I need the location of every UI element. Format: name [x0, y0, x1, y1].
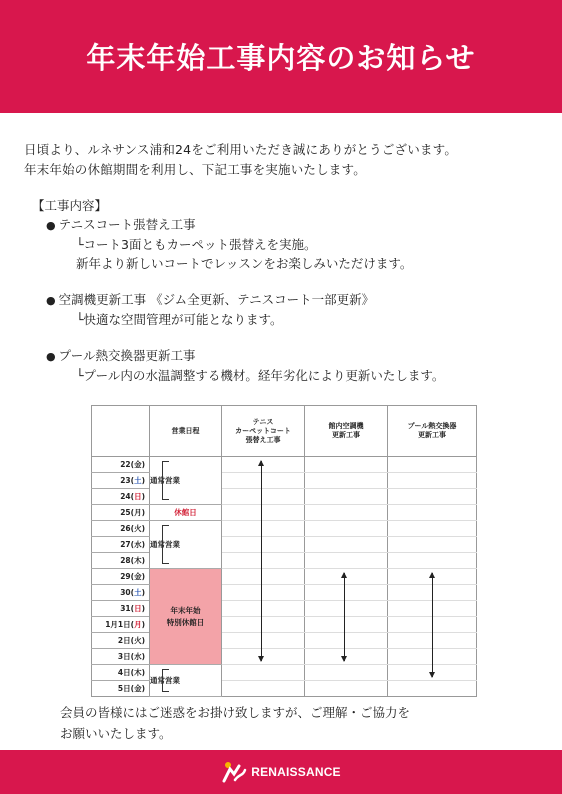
aircon-cell	[305, 681, 388, 697]
pool-cell	[388, 473, 477, 489]
weekday-label: 日	[134, 492, 142, 501]
bullet-icon: ●	[46, 350, 56, 363]
date-cell	[92, 649, 150, 665]
date-number: 30	[120, 588, 131, 597]
intro-line: 日頃より、ルネサンス浦和24をご利用いただき誠にありがとうございます。	[24, 142, 458, 157]
work-item-label: テニスコート張替え工事	[58, 217, 196, 232]
date-number: 3日	[117, 652, 131, 661]
weekday-label: 金	[134, 684, 142, 693]
brand-logo	[221, 760, 341, 784]
tennis-cell	[222, 553, 305, 569]
date-paren: )	[141, 668, 145, 677]
works-heading: 【工事内容】	[32, 198, 108, 213]
status-closed-cell: 休館日	[150, 505, 222, 521]
date-number: 29	[120, 572, 131, 581]
aircon-cell	[305, 617, 388, 633]
special-holiday-label: 年末年始	[170, 605, 201, 615]
pool-cell	[388, 553, 477, 569]
pool-header: プール熱交換器 更新工事	[388, 406, 477, 457]
date-number: 2日	[117, 636, 131, 645]
date-number: 24	[120, 492, 131, 501]
schedule-row	[92, 617, 477, 633]
date-number: 4日	[117, 668, 131, 677]
brand-name: RENAISSANCE	[251, 765, 341, 779]
date-paren: )	[141, 620, 145, 629]
weekday-label: 火	[134, 524, 142, 533]
weekday-label: 木	[134, 556, 142, 565]
date-paren: )	[141, 524, 145, 533]
status-label: 通常営業	[150, 676, 180, 685]
date-paren: (	[130, 604, 135, 613]
date-cell	[92, 553, 150, 569]
renaissance-logo-icon	[221, 760, 247, 784]
pool-cell	[388, 457, 477, 473]
aircon-cell	[305, 553, 388, 569]
aircon-cell	[305, 473, 388, 489]
weekday-label: 木	[134, 668, 142, 677]
work-item-title	[32, 290, 552, 310]
aircon-cell	[305, 585, 388, 601]
date-number: 31	[120, 604, 131, 613]
intro-text	[24, 140, 554, 180]
pool-cell	[388, 537, 477, 553]
tennis-cell	[222, 665, 305, 681]
aircon-cell	[305, 505, 388, 521]
tennis-cell	[222, 473, 305, 489]
status-special-cell	[150, 569, 222, 665]
status-open-cell	[150, 521, 222, 569]
aircon-cell	[305, 601, 388, 617]
tennis-cell	[222, 521, 305, 537]
date-paren: (	[130, 460, 135, 469]
work-item-label: 空調機更新工事 《ジム全更新、テニスコート一部更新》	[58, 292, 375, 307]
date-paren: (	[130, 588, 135, 597]
aircon-work-arrow	[344, 573, 345, 661]
weekday-label: 火	[134, 636, 142, 645]
date-cell	[92, 617, 150, 633]
closing-line: お願いいたします。	[60, 726, 172, 741]
work-item-title	[32, 346, 552, 366]
date-paren: (	[130, 476, 135, 485]
work-item-label: プール熱交換器更新工事	[58, 348, 196, 363]
span-bracket	[162, 525, 169, 564]
date-paren: )	[141, 476, 145, 485]
header-banner	[0, 0, 562, 113]
aircon-cell	[305, 521, 388, 537]
schedule-row	[92, 569, 477, 585]
date-cell	[92, 569, 150, 585]
weekday-label: 日	[134, 604, 142, 613]
date-paren: (	[130, 540, 135, 549]
date-cell	[92, 601, 150, 617]
pool-cell	[388, 505, 477, 521]
status-label: 通常営業	[150, 540, 180, 549]
date-paren: (	[130, 684, 135, 693]
date-paren: )	[141, 636, 145, 645]
date-paren: (	[130, 652, 135, 661]
date-number: 26	[120, 524, 131, 533]
aircon-cell	[305, 489, 388, 505]
tennis-cell	[222, 633, 305, 649]
date-paren: (	[130, 620, 135, 629]
weekday-label: 金	[134, 572, 142, 581]
date-paren: )	[141, 652, 145, 661]
date-cell	[92, 521, 150, 537]
aircon-cell	[305, 457, 388, 473]
works-section	[32, 196, 552, 385]
date-paren: (	[130, 636, 135, 645]
span-bracket	[162, 461, 169, 500]
schedule-row	[92, 681, 477, 697]
status-open-cell	[150, 665, 222, 697]
tennis-header: テニス カーペットコート 張替え工事	[222, 406, 305, 457]
schedule-row	[92, 601, 477, 617]
page-title: 年末年始工事内容のお知らせ	[86, 41, 476, 75]
tennis-work-arrow	[261, 461, 262, 661]
pool-cell	[388, 681, 477, 697]
pool-cell	[388, 489, 477, 505]
special-holiday-label: 特別休館日	[166, 617, 205, 627]
schedule-row	[92, 457, 477, 473]
weekday-label: 水	[134, 652, 142, 661]
date-cell	[92, 489, 150, 505]
date-paren: )	[141, 460, 145, 469]
schedule-row	[92, 585, 477, 601]
date-paren: )	[141, 492, 145, 501]
aircon-cell	[305, 633, 388, 649]
weekday-label: 土	[134, 588, 142, 597]
date-cell	[92, 473, 150, 489]
date-cell	[92, 681, 150, 697]
work-item-title	[32, 215, 552, 235]
date-number: 22	[120, 460, 131, 469]
closing-line: 会員の皆様にはご迷惑をお掛け致しますが、ご理解・ご協力を	[60, 705, 411, 720]
date-paren: (	[130, 524, 135, 533]
schedule-table	[91, 405, 477, 697]
tennis-cell	[222, 505, 305, 521]
schedule-row	[92, 489, 477, 505]
closing-text	[60, 702, 530, 744]
schedule-row	[92, 633, 477, 649]
date-number: 25	[120, 508, 131, 517]
date-paren: (	[130, 668, 135, 677]
span-bracket	[162, 669, 169, 692]
bullet-icon: ●	[46, 294, 56, 307]
tennis-cell	[222, 569, 305, 585]
bullet-icon: ●	[46, 219, 56, 232]
date-cell	[92, 505, 150, 521]
schedule-row	[92, 473, 477, 489]
date-number: 5日	[117, 684, 131, 693]
date-paren: )	[141, 508, 145, 517]
status-header: 営業日程	[150, 406, 222, 457]
date-cell	[92, 633, 150, 649]
pool-cell	[388, 521, 477, 537]
date-cell	[92, 457, 150, 473]
schedule-row	[92, 537, 477, 553]
schedule-row	[92, 505, 477, 521]
work-item-detail: 新年より新しいコートでレッスンをお楽しみいただけます。	[76, 256, 413, 271]
weekday-label: 月	[134, 620, 142, 629]
status-label: 通常営業	[150, 476, 180, 485]
schedule-row	[92, 553, 477, 569]
schedule-row	[92, 649, 477, 665]
aircon-cell	[305, 665, 388, 681]
work-item-detail: └快適な空間管理が可能となります。	[76, 312, 283, 327]
weekday-label: 土	[134, 476, 142, 485]
date-paren: )	[141, 604, 145, 613]
date-paren: (	[130, 556, 135, 565]
tennis-cell	[222, 681, 305, 697]
date-paren: )	[141, 588, 145, 597]
tennis-cell	[222, 489, 305, 505]
work-item-detail: └プール内の水温調整する機材。経年劣化により更新いたします。	[76, 368, 445, 383]
work-item-detail: └コート3面ともカーペット張替えを実施。	[76, 237, 317, 252]
date-number: 27	[120, 540, 131, 549]
tennis-cell	[222, 601, 305, 617]
schedule-row	[92, 521, 477, 537]
date-paren: (	[130, 492, 135, 501]
tennis-cell	[222, 537, 305, 553]
date-cell	[92, 585, 150, 601]
tennis-cell	[222, 617, 305, 633]
date-paren: )	[141, 572, 145, 581]
date-header	[92, 406, 150, 457]
weekday-label: 月	[134, 508, 142, 517]
schedule-row	[92, 665, 477, 681]
date-paren: (	[130, 508, 135, 517]
date-paren: )	[141, 556, 145, 565]
tennis-cell	[222, 585, 305, 601]
weekday-label: 金	[134, 460, 142, 469]
aircon-header: 館内空調機 更新工事	[305, 406, 388, 457]
date-paren: )	[141, 540, 145, 549]
date-number: 23	[120, 476, 131, 485]
date-cell	[92, 665, 150, 681]
intro-line: 年末年始の休館期間を利用し、下記工事を実施いたします。	[24, 162, 366, 177]
date-cell	[92, 537, 150, 553]
date-number: 1月1日	[105, 620, 131, 629]
footer-banner	[0, 750, 562, 794]
pool-work-arrow	[432, 573, 433, 677]
weekday-label: 水	[134, 540, 142, 549]
date-number: 28	[120, 556, 131, 565]
aircon-cell	[305, 537, 388, 553]
date-paren: )	[141, 684, 145, 693]
date-paren: (	[130, 572, 135, 581]
status-open-cell	[150, 457, 222, 505]
